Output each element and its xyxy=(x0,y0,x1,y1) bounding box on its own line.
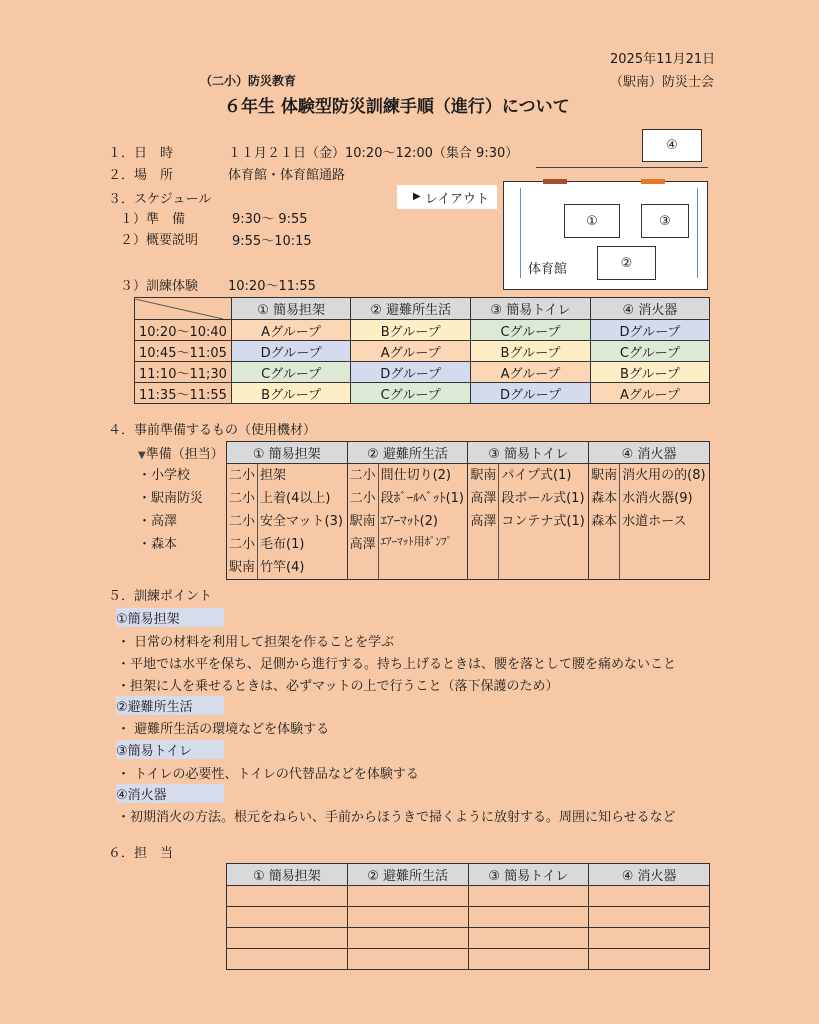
equipment-item xyxy=(499,533,589,556)
play-icon: ▶ xyxy=(413,191,421,202)
equipment-owner: 高澤 xyxy=(347,533,378,556)
station-header: ③ 簡易トイレ xyxy=(471,298,591,320)
responsible-cell[interactable] xyxy=(347,907,468,928)
person-label: ・駅南防災 xyxy=(138,491,204,506)
equipment-item: 段ﾎﾞｰﾙﾍﾞｯﾄ(1) xyxy=(378,487,468,510)
equipment-item: コンテナ式(1) xyxy=(499,510,589,533)
responsible-cell[interactable] xyxy=(468,928,589,949)
equipment-owner xyxy=(468,556,499,580)
point-heading-text: ③簡易トイレ xyxy=(116,740,224,759)
group-cell: Bグループ xyxy=(590,362,709,383)
equipment-owner: 駅南 xyxy=(589,464,620,487)
equipment-item: 水消火器(9) xyxy=(620,487,710,510)
group-cell: Aグループ xyxy=(231,320,350,341)
schedule-label: ３．スケジュール xyxy=(108,192,212,207)
responsible-cell[interactable] xyxy=(589,949,710,970)
organization: （駅南）防災士会 xyxy=(610,75,715,90)
equipment-owner: 高澤 xyxy=(468,487,499,510)
group-cell: Cグループ xyxy=(231,362,350,383)
prep-time: 9:30〜 9:55 xyxy=(232,212,308,227)
station-1-marker: ① xyxy=(564,204,620,238)
document-date: 2025年11月21日 xyxy=(610,52,716,67)
station-2-marker: ② xyxy=(597,246,656,280)
group-cell: Cグループ xyxy=(590,341,709,362)
gym-wall-left xyxy=(520,188,521,278)
equipment-table xyxy=(226,441,710,580)
overview-time: 9:55〜10:15 xyxy=(232,234,312,249)
point-heading xyxy=(116,608,224,627)
equipment-owner: 駅南 xyxy=(468,464,499,487)
point-heading-text: ①簡易担架 xyxy=(116,608,224,627)
equipment-item: 段ボール式(1) xyxy=(499,487,589,510)
point-item: ・ 日常の材料を利用して担架を作ることを学ぶ xyxy=(117,635,395,650)
point-heading-text: ②避難所生活 xyxy=(116,696,224,715)
points-section-label: ５．訓練ポイント xyxy=(108,589,213,604)
station-header: ① 簡易担架 xyxy=(227,864,348,886)
entrance-marker-left xyxy=(543,179,567,184)
responsible-cell[interactable] xyxy=(589,886,710,907)
equipment-item xyxy=(499,556,589,580)
group-cell: Dグループ xyxy=(351,362,471,383)
station-header: ③ 簡易トイレ xyxy=(468,864,589,886)
group-cell: Dグループ xyxy=(231,341,350,362)
equipment-item: ｴｱｰﾏｯﾄ(2) xyxy=(378,510,468,533)
entrance-marker-right xyxy=(641,179,665,184)
point-item: ・初期消火の方法。根元をねらい、手前からほうきで掃くように放射する。周囲に知らせるなど xyxy=(117,810,676,825)
group-cell: Aグループ xyxy=(471,362,591,383)
equipment-item: 安全マット(3) xyxy=(258,510,348,533)
responsible-cell[interactable] xyxy=(227,949,348,970)
layout-button[interactable] xyxy=(397,185,497,209)
gym-wall-right xyxy=(697,188,698,278)
point-item: ・ 避難所生活の環境などを体験する xyxy=(117,722,330,737)
equipment-item: 上着(4以上) xyxy=(258,487,348,510)
equipment-item: 毛布(1) xyxy=(258,533,348,556)
equipment-item xyxy=(378,556,468,580)
responsible-cell[interactable] xyxy=(589,907,710,928)
prep-label: １）準 備 xyxy=(120,212,186,227)
responsible-cell[interactable] xyxy=(589,928,710,949)
group-cell: Bグループ xyxy=(231,383,350,404)
datetime-label: １．日 時 xyxy=(108,146,174,161)
training-time: 10:20〜11:55 xyxy=(228,279,316,294)
walkway-line xyxy=(536,167,708,168)
equipment-item: 間仕切り(2) xyxy=(378,464,468,487)
station-header: ② 避難所生活 xyxy=(347,864,468,886)
prep-header-label: 準備（担当） xyxy=(145,447,224,462)
station-header: ④ 消火器 xyxy=(589,442,710,464)
prep-section-label: ４．事前準備するもの（使用機材） xyxy=(108,423,317,438)
equipment-item: 担架 xyxy=(258,464,348,487)
group-cell: Cグループ xyxy=(471,320,591,341)
responsible-cell[interactable] xyxy=(468,949,589,970)
person-label: ・森本 xyxy=(138,537,178,552)
point-item: ・ トイレの必要性、トイレの代替品などを体験する xyxy=(117,767,419,782)
gym-map xyxy=(503,181,708,290)
equipment-item: パイプ式(1) xyxy=(499,464,589,487)
equipment-owner: 二小 xyxy=(227,510,258,533)
responsible-cell[interactable] xyxy=(468,886,589,907)
schedule-table xyxy=(134,297,710,404)
responsible-cell[interactable] xyxy=(347,928,468,949)
station-header: ④ 消火器 xyxy=(589,864,710,886)
equipment-owner: 駅南 xyxy=(347,510,378,533)
prep-header xyxy=(138,443,224,462)
equipment-item xyxy=(620,533,710,556)
schedule-corner xyxy=(135,298,232,320)
station-4-marker: ④ xyxy=(642,129,702,162)
group-cell: Dグループ xyxy=(471,383,591,404)
equipment-owner: 二小 xyxy=(227,487,258,510)
equipment-item: ｴｱｰﾏｯﾄ用ﾎﾟﾝﾌﾟ xyxy=(378,533,468,556)
equipment-owner: 二小 xyxy=(227,533,258,556)
station-header: ① 簡易担架 xyxy=(227,442,348,464)
equipment-owner: 二小 xyxy=(347,487,378,510)
group-cell: Bグループ xyxy=(471,341,591,362)
station-header: ② 避難所生活 xyxy=(347,442,468,464)
equipment-owner: 森本 xyxy=(589,487,620,510)
time-slot: 10:45〜11:05 xyxy=(135,341,232,362)
group-cell: Aグループ xyxy=(351,341,471,362)
equipment-owner xyxy=(589,556,620,580)
responsible-cell[interactable] xyxy=(227,886,348,907)
responsible-cell[interactable] xyxy=(347,886,468,907)
equipment-owner xyxy=(347,556,378,580)
equipment-owner xyxy=(468,533,499,556)
responsible-cell[interactable] xyxy=(468,907,589,928)
equipment-item: 竹竿(4) xyxy=(258,556,348,580)
datetime-value: １１月２１日（金）10:20〜12:00（集合 9:30） xyxy=(228,146,519,161)
group-cell: Aグループ xyxy=(590,383,709,404)
place-label: ２．場 所 xyxy=(108,168,174,183)
point-heading-text: ④消火器 xyxy=(116,784,224,803)
station-header: ① 簡易担架 xyxy=(231,298,350,320)
station-3-marker: ③ xyxy=(641,204,689,238)
gym-label: 体育館 xyxy=(528,262,568,277)
group-cell: Bグループ xyxy=(351,320,471,341)
station-header: ③ 簡易トイレ xyxy=(468,442,589,464)
group-cell: Cグループ xyxy=(351,383,471,404)
responsible-cell[interactable] xyxy=(347,949,468,970)
point-heading xyxy=(116,784,224,803)
station-header: ④ 消火器 xyxy=(590,298,709,320)
responsible-cell[interactable] xyxy=(227,928,348,949)
equipment-item: 消火用の的(8) xyxy=(620,464,710,487)
equipment-owner: 森本 xyxy=(589,510,620,533)
responsible-section-label: ６．担 当 xyxy=(108,846,174,861)
equipment-item: 水道ホース xyxy=(620,510,710,533)
page-title: ６年生 体験型防災訓練手順（進行）について xyxy=(224,97,570,117)
equipment-owner: 駅南 xyxy=(227,556,258,580)
point-heading xyxy=(116,740,224,759)
equipment-owner: 二小 xyxy=(347,464,378,487)
triangle-down-icon: ▼ xyxy=(138,450,146,461)
time-slot: 11:35〜11:55 xyxy=(135,383,232,404)
station-header: ② 避難所生活 xyxy=(351,298,471,320)
equipment-owner xyxy=(589,533,620,556)
point-heading xyxy=(116,696,224,715)
overview-label: ２）概要説明 xyxy=(120,233,199,248)
person-label: ・高澤 xyxy=(138,514,178,529)
responsible-table xyxy=(226,863,710,970)
equipment-owner: 高澤 xyxy=(468,510,499,533)
subtitle: （二小）防災教育 xyxy=(200,74,297,88)
place-value: 体育館・体育館通路 xyxy=(228,168,346,183)
equipment-item xyxy=(620,556,710,580)
time-slot: 10:20〜10:40 xyxy=(135,320,232,341)
responsible-cell[interactable] xyxy=(227,907,348,928)
person-label: ・小学校 xyxy=(138,468,191,483)
layout-button-label: レイアウト xyxy=(425,192,489,207)
time-slot: 11:10〜11;30 xyxy=(135,362,232,383)
point-item: ・担架に人を乗せるときは、必ずマットの上で行うこと（落下保護のため） xyxy=(117,679,559,694)
equipment-owner: 二小 xyxy=(227,464,258,487)
training-label: ３）訓練体験 xyxy=(120,279,199,294)
group-cell: Dグループ xyxy=(590,320,709,341)
point-item: ・平地では水平を保ち、足側から進行する。持ち上げるときは、腰を落として腰を痛めないこと xyxy=(117,657,677,672)
